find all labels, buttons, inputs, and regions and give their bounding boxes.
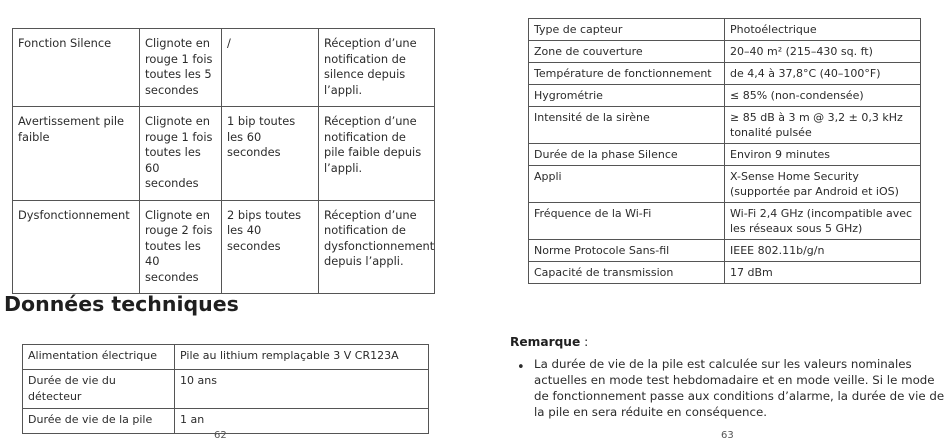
note-text: La durée de vie de la pile est calculée sur les valeurs nominales actuelles en mode test hebdomadaire et en mode veille. Si le mode de fonctionnement passe aux conditions d’alarme, la durée de vie de la pile en sera réduite en conséquence. (534, 357, 945, 419)
spec-value: Environ 9 minutes (725, 144, 921, 166)
table-row (529, 240, 921, 262)
spec-label: Hygrométrie (529, 85, 725, 107)
spec-value: 20–40 m² (215–430 sq. ft) (725, 41, 921, 63)
table-row (529, 144, 921, 166)
spec-value: Wi-Fi 2,4 GHz (incompatible avec les réseaux sous 5 GHz) (725, 203, 921, 240)
mode-name-cell: Fonction Silence (13, 29, 140, 107)
spec-label: Appli (529, 166, 725, 203)
spec-label: Zone de couverture (529, 41, 725, 63)
page-right (475, 0, 950, 445)
spec-value: 1 an (175, 409, 429, 434)
spec-label: Type de capteur (529, 19, 725, 41)
spec-value: ≤ 85% (non-condensée) (725, 85, 921, 107)
table-row (529, 41, 921, 63)
page-number: 62 (214, 430, 227, 441)
spec-value: 10 ans (175, 370, 429, 409)
table-row (529, 19, 921, 41)
led-cell: Clignote en rouge 2 fois toutes les 40 secondes (140, 200, 222, 294)
table-row (23, 345, 429, 370)
app-cell: Réception d’une notification de pile faible depuis l’appli. (319, 107, 435, 201)
led-cell: Clignote en rouge 1 fois toutes les 5 secondes (140, 29, 222, 107)
spec-value: 17 dBm (725, 262, 921, 284)
mode-name-cell: Avertissement pile faible (13, 107, 140, 201)
table-row (13, 200, 435, 294)
spec-label: Durée de vie du détecteur (23, 370, 175, 409)
table-row (529, 107, 921, 144)
spec-label: Intensité de la sirène (529, 107, 725, 144)
spec-label: Alimentation électrique (23, 345, 175, 370)
page-number: 63 (721, 430, 734, 441)
spec-value: Pile au lithium remplaçable 3 V CR123A (175, 345, 429, 370)
page-left (0, 0, 470, 445)
table-row (13, 107, 435, 201)
table-row (13, 29, 435, 107)
tech-specs-table-left (22, 344, 429, 434)
modes-table (12, 28, 435, 294)
app-cell: Réception d’une notification de silence depuis l’appli. (319, 29, 435, 107)
list-item (517, 356, 947, 420)
tech-specs-table-right (528, 18, 921, 284)
sound-cell: 2 bips toutes les 40 secondes (222, 200, 319, 294)
note-title-colon: : (580, 335, 589, 349)
led-cell: Clignote en rouge 1 fois toutes les 60 secondes (140, 107, 222, 201)
note-title (510, 335, 588, 349)
spec-label: Durée de vie de la pile (23, 409, 175, 434)
spec-value: IEEE 802.11b/g/n (725, 240, 921, 262)
spec-label: Capacité de transmission (529, 262, 725, 284)
spec-value: Photoélectrique (725, 19, 921, 41)
note-list (517, 356, 947, 420)
spec-value: ≥ 85 dB à 3 m @ 3,2 ± 0,3 kHz tonalité pulsée (725, 107, 921, 144)
spec-label: Température de fonctionnement (529, 63, 725, 85)
app-cell: Réception d’une notification de dysfonctionnement depuis l’appli. (319, 200, 435, 294)
section-title: Données techniques (4, 292, 239, 316)
spec-label: Durée de la phase Silence (529, 144, 725, 166)
sound-cell: / (222, 29, 319, 107)
mode-name-cell: Dysfonctionnement (13, 200, 140, 294)
table-row (529, 262, 921, 284)
table-row (529, 203, 921, 240)
note-title-label: Remarque (510, 335, 581, 349)
table-row (529, 85, 921, 107)
spec-label: Fréquence de la Wi-Fi (529, 203, 725, 240)
spec-value: X-Sense Home Security (supportée par Android et iOS) (725, 166, 921, 203)
table-row (529, 166, 921, 203)
bullet-icon: • (517, 360, 525, 375)
table-row (529, 63, 921, 85)
spec-label: Norme Protocole Sans-fil (529, 240, 725, 262)
spec-value: de 4,4 à 37,8°C (40–100°F) (725, 63, 921, 85)
sound-cell: 1 bip toutes les 60 secondes (222, 107, 319, 201)
table-row (23, 370, 429, 409)
